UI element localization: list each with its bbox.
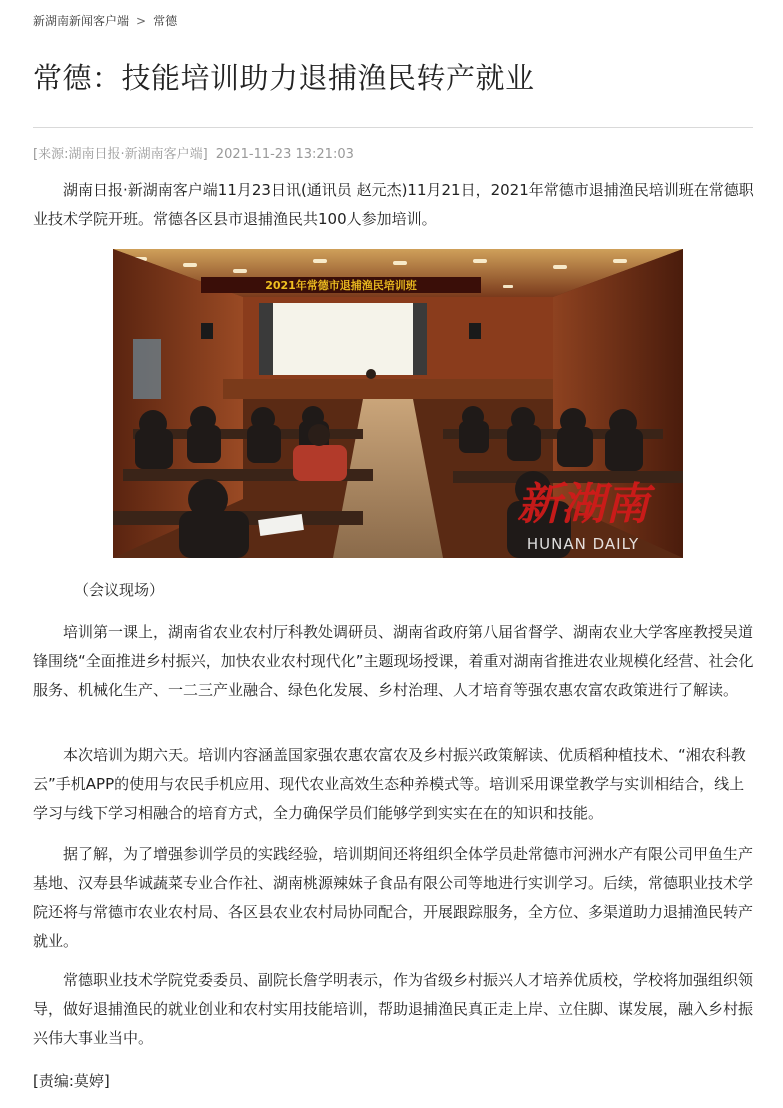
photo-watermark-en: HUNAN DAILY — [526, 535, 640, 553]
article-meta — [33, 143, 354, 162]
breadcrumb-home-link[interactable]: 新湖南新闻客户端 — [33, 14, 130, 28]
article-paragraph: 湖南日报·新湖南客户端11月23日讯(通讯员 赵元杰)11月21日，2021年常德市退捕渔民培训班在常德职业技术学院开班。常德各区县市退捕渔民共100人参加培训。 — [33, 181, 754, 228]
article-paragraph: 常德职业技术学院党委委员、副院长詹学明表示，作为省级乡村振兴人才培养优质校，学校将加强组织领导，做好退捕渔民的就业创业和农村实用技能培训，帮助退捕渔民真正走上岸、立住脚、谋发展，融入乡村振兴伟大事业当中。 — [33, 971, 754, 1047]
title-divider — [33, 127, 753, 128]
photo-banner-text: 2021年常德市退捕渔民培训班 — [265, 279, 417, 292]
article-source: [来源:湖南日报·新湖南客户端] — [33, 147, 208, 162]
article-datetime: 2021-11-23 13:21:03 — [215, 147, 354, 162]
article-photo — [113, 249, 683, 558]
breadcrumb — [33, 12, 177, 29]
article-paragraph: 本次培训为期六天。培训内容涵盖国家强农惠农富农及乡村振兴政策解读、优质稻种植技术、“湘农科教云”手机APP的使用与农民手机应用、现代农业高效生态种养模式等。培训采用课堂教学与实训相结合，线上学习与线下学习相融合的培育方式，全力确保学员们能够学到实实在在的知识和技能。 — [33, 746, 746, 822]
breadcrumb-current-link[interactable]: 常德 — [153, 14, 178, 28]
breadcrumb-separator: > — [136, 14, 147, 28]
editor-credit: [责编:莫婷] — [33, 1072, 110, 1090]
photo-watermark-cn: 新湖南 — [517, 479, 649, 530]
meeting-photo-illustration — [113, 249, 683, 558]
article-paragraph: 据了解，为了增强参训学员的实践经验，培训期间还将组织全体学员赴常德市河洲水产有限公司甲鱼生产基地、汉寿县华诚蔬菜专业合作社、湖南桃源辣妹子食品有限公司等地进行实训学习。后续，常德职业技术学院还将与常德市农业农村局、各区县农业农村局协同配合，开展跟踪服务，全方位、多渠道助力退捕渔民转产就业。 — [33, 845, 754, 950]
article-paragraph: 培训第一课上，湖南省农业农村厅科教处调研员、湖南省政府第八届省督学、湖南农业大学客座教授吴道锋围绕“全面推进乡村振兴，加快农业农村现代化”主题现场授课，着重对湖南省推进农业规模化经营、社会化服务、机械化生产、一二三产业融合、绿色化发展、乡村治理、人才培育等强农惠农富农政策进行了解读。 — [33, 623, 754, 699]
article-title: 常德：技能培训助力退捕渔民转产就业 — [33, 61, 535, 95]
photo-caption: （会议现场） — [74, 581, 165, 599]
